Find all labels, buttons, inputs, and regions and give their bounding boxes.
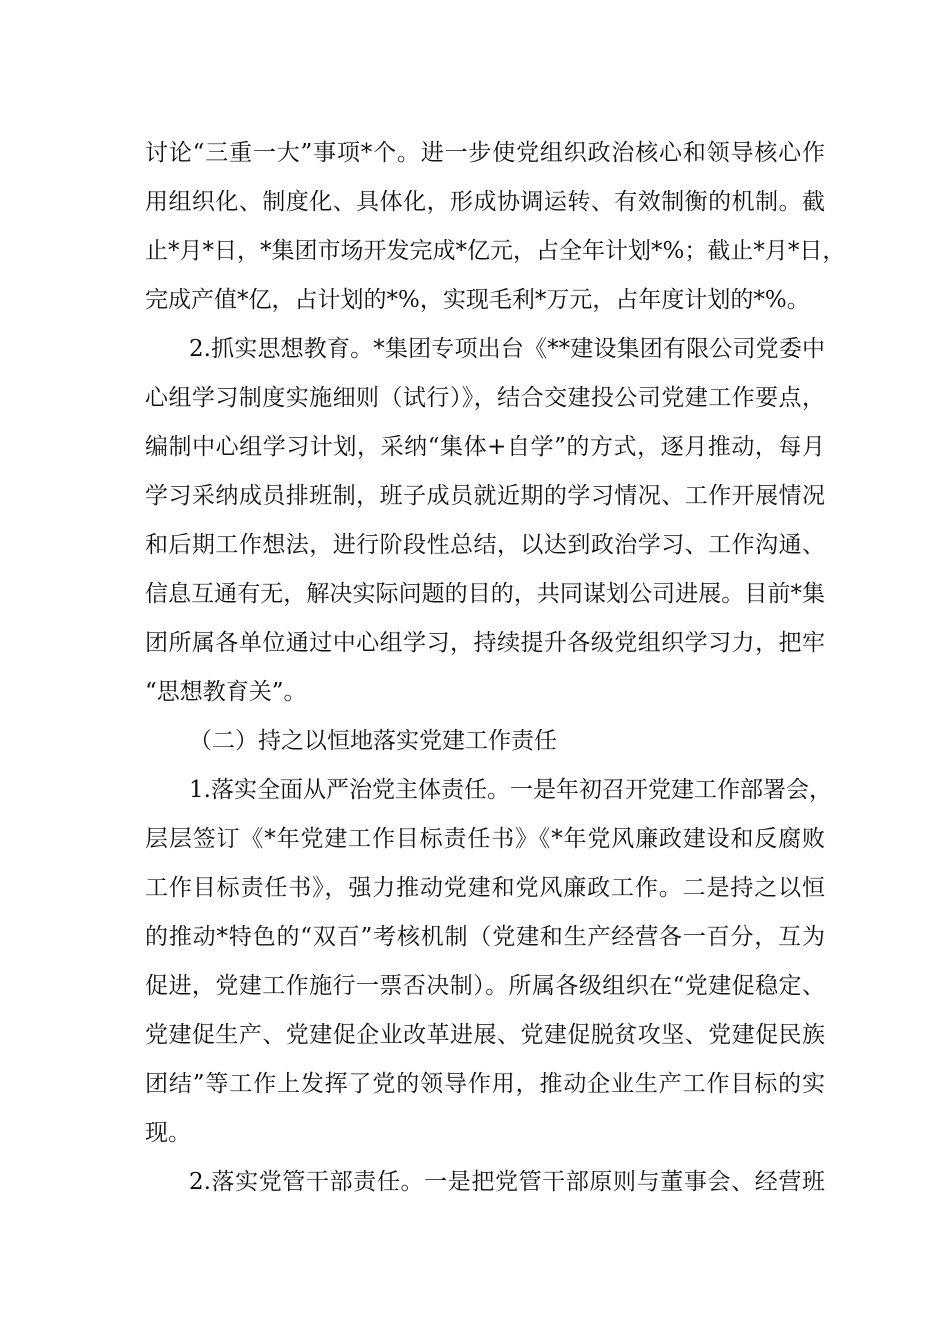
text-line: 心组学习制度实施细则（试行）》，结合交建投公司党建工作要点， — [145, 385, 825, 411]
paragraph-first-line: 1.落实全面从严治党主体责任。一是年初召开党建工作部署会， — [189, 777, 832, 803]
text-line: 编制中心组学习计划，采纳“集体+自学”的方式，逐月推动，每月 — [145, 434, 825, 460]
text-line: 用组织化、制度化、具体化，形成协调运转、有效制衡的机制。截 — [145, 189, 825, 215]
text-line: 层层签订《*年党建工作目标责任书》《*年党风廉政建设和反腐败 — [145, 826, 825, 852]
text-line: 止*月*日，*集团市场开发完成*亿元，占全年计划*%；截止*月*日， — [145, 238, 846, 264]
text-line: 党建促生产、党建促企业改革进展、党建促脱贫攻坚、党建促民族 — [145, 1022, 825, 1048]
text-line: 团所属各单位通过中心组学习，持续提升各级党组织学习力，把牢 — [145, 630, 825, 656]
text-line: 讨论“三重一大”事项*个。进一步使党组织政治核心和领导核心作 — [145, 140, 825, 166]
text-line: 现。 — [145, 1120, 191, 1146]
text-line: 和后期工作想法，进行阶段性总结，以达到政治学习、工作沟通、 — [145, 532, 825, 558]
text-line: 促进，党建工作施行一票否决制）。所属各级组织在“党建促稳定、 — [145, 973, 825, 999]
section-heading: （二）持之以恒地落实党建工作责任 — [189, 728, 557, 754]
text-line: “思想教育关”。 — [145, 679, 307, 705]
text-line: 工作目标责任书》，强力推动党建和党风廉政工作。二是持之以恒 — [145, 875, 825, 901]
body-text — [145, 129, 846, 1207]
paragraph-first-line: 2.落实党管干部责任。一是把党管干部原则与董事会、经营班 — [189, 1169, 825, 1195]
paragraph-first-line: 2.抓实思想教育。*集团专项出台《**建设集团有限公司党委中 — [189, 336, 825, 362]
text-line: 信息互通有无，解决实际问题的目的，共同谋划公司进展。目前*集 — [145, 581, 825, 607]
text-line: 学习采纳成员排班制，班子成员就近期的学习情况、工作开展情况 — [145, 483, 825, 509]
text-line: 的推动*特色的“双百”考核机制（党建和生产经营各一百分，互为 — [145, 924, 825, 950]
text-line: 团结”等工作上发挥了党的领导作用，推动企业生产工作目标的实 — [145, 1071, 825, 1097]
text-line: 完成产值*亿，占计划的*%，实现毛利*万元，占年度计划的*%。 — [145, 287, 810, 313]
